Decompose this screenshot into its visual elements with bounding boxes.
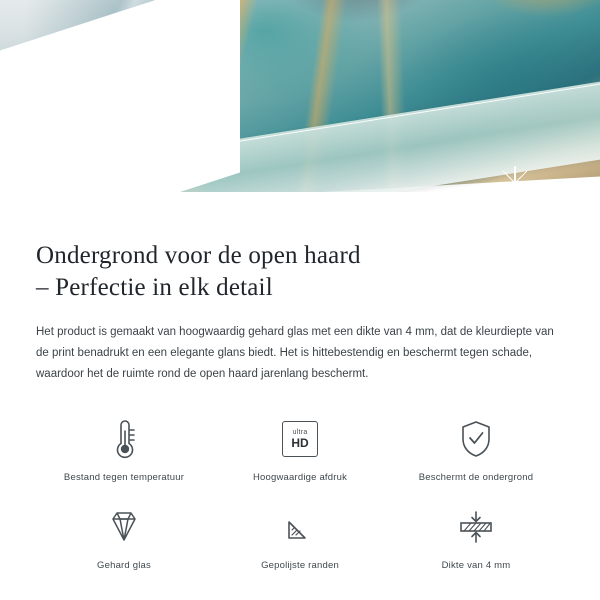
feature-item-surface-protection [388, 415, 564, 483]
feature-label: Dikte van 4 mm [441, 560, 511, 571]
diamond-icon [101, 503, 147, 551]
hero-bottom-crop-mask [0, 192, 600, 218]
ultra-hd-badge-bottom: HD [291, 436, 309, 450]
polished-edges-icon [280, 503, 320, 551]
feature-label: Beschermt de ondergrond [418, 472, 534, 483]
feature-label: Gehard glas [97, 560, 151, 571]
feature-label: Bestand tegen temperatuur [63, 472, 185, 483]
feature-item-thickness [388, 503, 564, 571]
feature-item-temperature [36, 415, 212, 483]
page-title [36, 240, 564, 304]
feature-label: Hoogwaardige afdruk [252, 472, 348, 483]
feature-item-polished-edges [212, 503, 388, 571]
feature-item-tempered-glass [36, 503, 212, 571]
feature-grid [36, 415, 564, 571]
feature-label: Gepolijste randen [261, 560, 339, 571]
feature-item-print-quality [212, 415, 388, 483]
hero-image [0, 0, 600, 218]
ultra-hd-icon [282, 415, 318, 463]
content-area [0, 218, 600, 571]
headline-line-2: – Perfectie in elk detail [36, 274, 273, 301]
headline-line-1: Ondergrond voor de open haard [36, 242, 361, 269]
ultra-hd-badge-top: ultra [292, 429, 308, 436]
thickness-icon [452, 503, 500, 551]
product-description-text: Het product is gemaakt van hoogwaardig gehard glas met een dikte van 4 mm, dat de kleurdiepte van de print benadrukt en een elegante glans biedt. Het is hittebestendig en beschermt tegen schade, waardoor het de ruimte rond de open haard jarenlang beschermt. [36, 326, 554, 380]
shield-check-icon [456, 415, 496, 463]
thermometer-icon [104, 415, 144, 463]
